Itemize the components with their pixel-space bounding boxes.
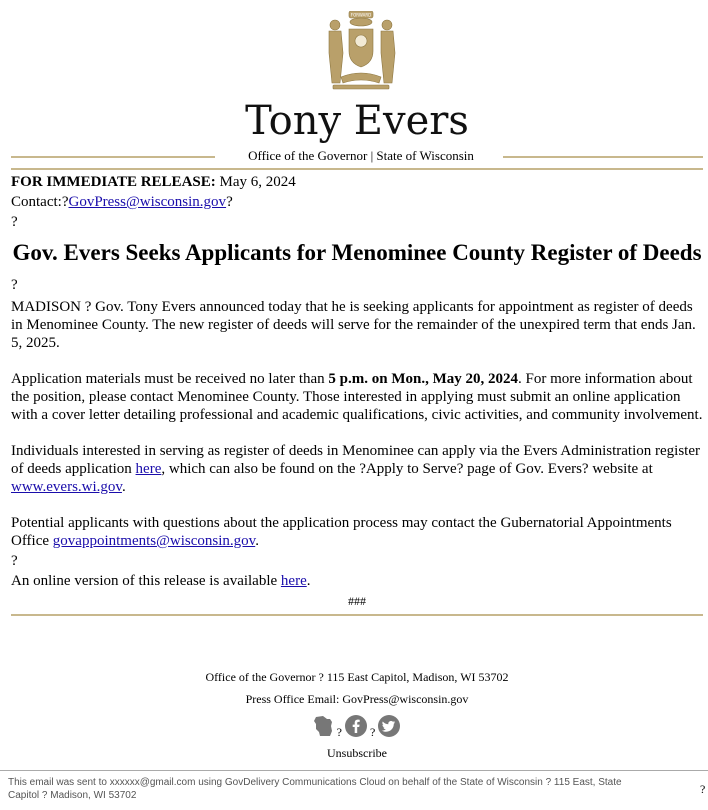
governor-name: Tony Evers	[245, 98, 469, 144]
paragraph-3	[11, 442, 703, 496]
end-mark: ###	[348, 594, 366, 608]
p5-text-b: .	[306, 573, 311, 589]
release-label: FOR IMMEDIATE RELEASE:	[11, 174, 216, 190]
footer-address: Office of the Governor ? 115 East Capitol, Madison, WI 53702	[205, 670, 509, 684]
p3-text-c: .	[121, 479, 126, 495]
p5-text-a: An online version of this release is available	[11, 573, 281, 589]
application-here-link[interactable]: here	[135, 461, 162, 477]
release-line	[11, 173, 703, 191]
placeholder-char: ?	[11, 214, 18, 230]
placeholder-char: ?	[11, 553, 18, 569]
release-date: May 6, 2024	[219, 174, 296, 190]
paragraph-1: MADISON ? Gov. Tony Evers announced today that he is seeking applicants for appointment as register of deeds in Menominee County. The new register of deeds will serve for the remainder of the unexpired term that ends Jan. 5, 2025.	[11, 299, 696, 351]
paragraph-5	[11, 572, 703, 590]
divider	[11, 614, 703, 616]
release-title: Gov. Evers Seeks Applicants for Menominee County Register of Deeds	[12, 240, 702, 265]
separator-char: ?	[336, 725, 342, 739]
social-links	[11, 712, 703, 738]
deadline: 5 p.m. on Mon., May 20, 2024	[328, 371, 518, 387]
online-version-link[interactable]: here	[280, 573, 307, 589]
evers-website-link[interactable]: www.evers.wi.gov	[11, 479, 122, 495]
facebook-icon[interactable]	[344, 714, 368, 738]
legal-notice: This email was sent to xxxxxx@gmail.com using GovDelivery Communications Cloud on behalf of the State of Wisconsin ? 115 East, State Capitol ? Madison, WI 53702	[8, 777, 622, 801]
p2-text-a: Application materials must be received no later than	[11, 371, 329, 387]
p3-text-b: , which can also be found on the ?Apply to Serve? page of Gov. Evers? website at	[161, 461, 653, 477]
twitter-icon[interactable]	[377, 714, 401, 738]
contact-line	[11, 193, 703, 211]
release-body	[11, 173, 703, 616]
placeholder-char: ?	[11, 277, 18, 293]
header-subtitle-line	[11, 146, 703, 166]
placeholder-char: ?	[700, 782, 706, 796]
p4-text-b: .	[255, 533, 259, 549]
header-subtitle: Office of the Governor | State of Wisconsin	[248, 148, 474, 163]
contact-prefix: Contact:?	[11, 194, 69, 210]
footer-press-email: Press Office Email: GovPress@wisconsin.gov	[245, 692, 469, 706]
contact-email-link[interactable]: GovPress@wisconsin.gov	[68, 194, 227, 210]
p4-text-a: Potential applicants with questions about the application process may contact the Gubernatorial Appointments Office	[11, 515, 672, 549]
p3-text-a: Individuals interested in serving as register of deeds in Menominee can apply via the Evers Administration register of deeds application	[11, 443, 700, 477]
wisconsin-state-icon[interactable]	[313, 714, 335, 738]
divider	[0, 770, 708, 771]
unsubscribe-link[interactable]: Unsubscribe	[327, 746, 387, 760]
email-container	[11, 0, 703, 760]
contact-suffix: ?	[226, 194, 233, 210]
p2-text-b: . For more information about the position, please contact Menominee County. Those interested in applying must submit an online application with a cover letter detailing professional and academic qualifications, civic activities, and community involvement.	[11, 371, 703, 423]
paragraph-2	[11, 370, 703, 424]
divider	[11, 168, 703, 170]
header	[11, 0, 703, 170]
footer	[11, 668, 703, 762]
state-seal-logo	[313, 11, 409, 91]
divider	[11, 156, 215, 158]
paragraph-4	[11, 514, 703, 550]
separator-char: ?	[370, 725, 376, 739]
divider	[503, 156, 703, 158]
appointments-email-link[interactable]: govappointments@wisconsin.gov	[52, 533, 256, 549]
seal-motto: FORWARD	[350, 12, 372, 18]
